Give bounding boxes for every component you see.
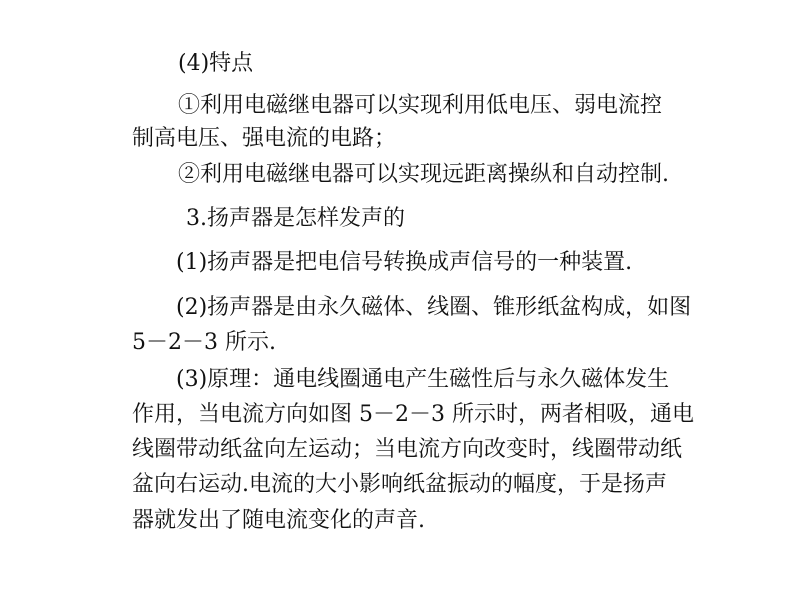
section-4-heading: (4)特点 xyxy=(178,51,254,76)
speaker-para-3-line-4: 盆向右运动.电流的大小影响纸盆振动的幅度，于是扬声 xyxy=(132,472,667,497)
speaker-para-2-line-2: 5－2－3 所示. xyxy=(132,330,276,355)
feature-item-2: ②利用电磁继电器可以实现远距离操纵和自动控制. xyxy=(178,162,669,187)
section-3-heading: 3.扬声器是怎样发声的 xyxy=(186,206,405,231)
speaker-para-3-line-1: (3)原理：通电线圈通电产生磁性后与永久磁体发生 xyxy=(176,367,670,392)
speaker-para-3-line-2: 作用，当电流方向如图 5－2－3 所示时，两者相吸，通电 xyxy=(132,402,694,427)
feature-item-1-line-2: 制高电压、强电流的电路； xyxy=(132,126,397,151)
speaker-para-1: (1)扬声器是把电信号转换成声信号的一种装置. xyxy=(176,250,633,275)
speaker-para-3-line-5: 器就发出了随电流变化的声音. xyxy=(132,508,425,533)
feature-item-1-line-1: ①利用电磁继电器可以实现利用低电压、弱电流控 xyxy=(178,93,663,118)
speaker-para-2-line-1: (2)扬声器是由永久磁体、线圈、锥形纸盆构成，如图 xyxy=(176,295,692,320)
speaker-para-3-line-3: 线圈带动纸盆向左运动；当电流方向改变时，线圈带动纸 xyxy=(132,437,683,462)
